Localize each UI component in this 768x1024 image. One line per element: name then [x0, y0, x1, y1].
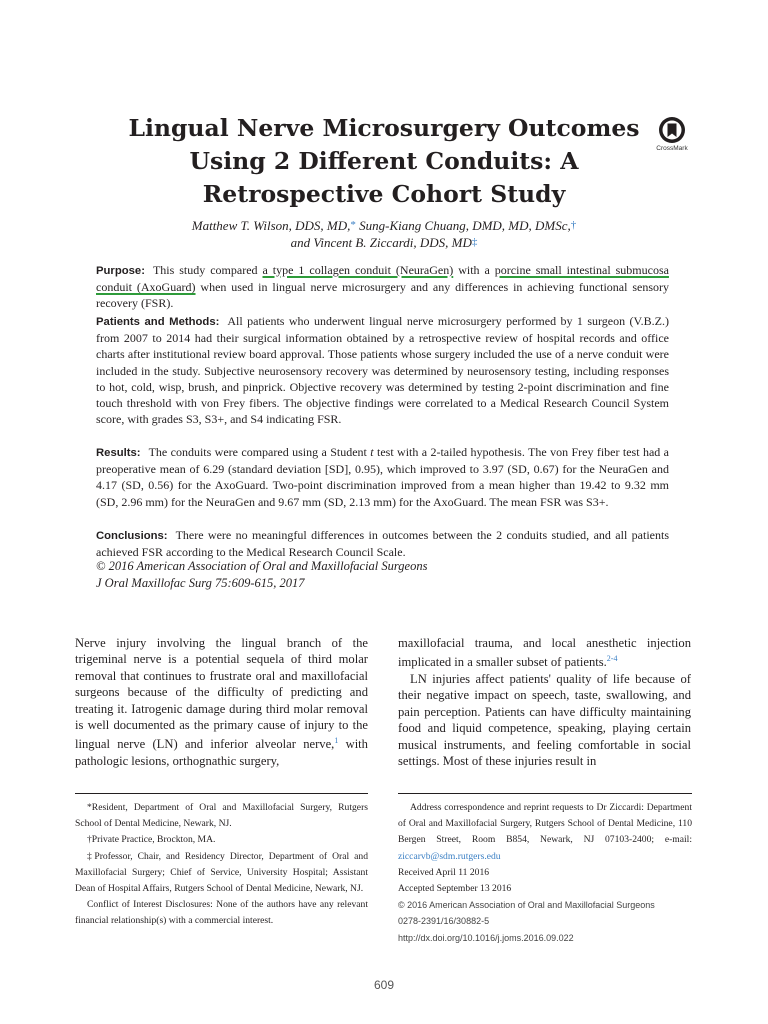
methods-text: All patients who underwent lingual nerve microsurgery performed by 1 surgeon (V.B.Z.) from 2007 to 2014 had their surgical information obtained by a retrospective review of hospital records and office charts after institutional review board approval. Those patients whose surgery included the use of a nerve conduit were included in the study. Subjective neurosensory recovery was determined by neurosensory testing, including responses to hot, cold, wisp, brush, and pinprick. Objective recovery was determined by testing 2-point discrimination and fine touch threshold with von Frey fibers. The objective findings were correlated to a Medical Research Council System score, with grades S3, S3+, and S4 indicating FSR.	[96, 314, 670, 427]
body-left-text-pre: Nerve injury involving the lingual branch of the trigeminal nerve is a potential sequela of third molar removal that continues to frustrate oral and maxillofacial surgeons because of the difficulty of predicting and treating it. Iatrogenic damage during third molar removal is well documented as the primary cause of injury to the lingual nerve (LN) and inferior alveolar nerve,	[75, 636, 368, 752]
reference-link-1[interactable]: 1	[334, 736, 339, 746]
body-left-text-post: with pathologic lesions, orthognathic surgery,	[75, 737, 368, 769]
highlight-axoguard[interactable]: porcine small intestinal submucosa conduit (AxoGuard)	[96, 263, 669, 295]
correspondence-address: Address correspondence and reprint requests to Dr Ziccardi: Department of Oral and Maxillofacial Surgery, Rutgers School of Dental Medicine, 110 Bergen Street, Room B854, Newark, NJ 07103-2400; e-mail:	[398, 802, 692, 846]
affiliation-mark-2[interactable]: †	[570, 219, 577, 231]
body-right-text-1: maxillofacial trauma, and local anesthetic injection implicated in a smaller subset of patients.	[398, 636, 691, 670]
results-text-pre: The conduits were compared using a Student	[148, 445, 371, 459]
footnote-conflict: Conflict of Interest Disclosures: None of the authors have any relevant financial relationship(s) with a commercial interest.	[75, 899, 368, 927]
purpose-heading: Purpose:	[96, 265, 145, 277]
purpose-text-pre: This study compared	[152, 263, 263, 277]
title-line-3: Retrospective Cohort Study	[202, 180, 566, 208]
footnote-private-practice: †Private Practice, Brockton, MA.	[87, 834, 216, 846]
issn-code: 0278-2391/16/30882-5	[398, 916, 490, 927]
received-date: Received April 11 2016	[398, 866, 490, 878]
conclusions-text: There were no meaningful differences in outcomes between the 2 conduits studied, and all patients achieved FSR according to the Medical Research Council Scale.	[96, 528, 669, 560]
article-title	[96, 112, 672, 211]
purpose-text-mid: with a	[453, 263, 495, 277]
author-ziccardi: and Vincent B. Ziccardi, DDS, MD	[290, 235, 472, 250]
footnotes-right	[398, 800, 692, 946]
crossmark-label: CrossMark	[656, 145, 688, 152]
page-number: 609	[373, 978, 395, 992]
methods-heading: Patients and Methods:	[96, 316, 220, 328]
affiliation-mark-1[interactable]: *	[350, 219, 356, 231]
email-link[interactable]: ziccarvb@sdm.rutgers.edu	[398, 850, 501, 862]
footnotes-left	[75, 800, 368, 930]
footnote-professor: ‡Professor, Chair, and Residency Director, Department of Oral and Maxillofacial Surgery; Chief of Service, University Hospital; Assistant Dean of Hospital Affairs, Rutgers School of Dental Medicine, Newark, NJ.	[75, 850, 368, 895]
accepted-date: Accepted September 13 2016	[398, 883, 512, 895]
author-chuang: Sung-Kiang Chuang, DMD, MD, DMSc,	[355, 218, 571, 233]
highlight-neuragen[interactable]: a type 1 collagen conduit (NeuraGen)	[262, 263, 454, 277]
abstract-results	[96, 444, 669, 510]
affiliation-mark-3[interactable]: ‡	[471, 236, 478, 248]
authors-row-2	[96, 234, 672, 251]
body-paragraph-1	[75, 635, 368, 769]
crossmark-icon	[658, 116, 686, 144]
results-heading: Results:	[96, 447, 141, 459]
purpose-text-post: when used in lingual nerve microsurgery and any differences in achieving functional sensory recovery (FSR).	[96, 280, 670, 311]
authors-row-1	[96, 217, 672, 234]
results-text-t: t	[370, 445, 374, 459]
results-text-post: test with a 2-tailed hypothesis. The von Frey fiber test had a preoperative mean of 6.29 (standard deviation [SD], 0.95), which improved to 3.97 (SD, 0.67) for the NeuraGen and 4.17 (SD, 0.56) for the AxoGuard. Two-point discrimination improved from a mean higher than 19.42 to 9.32 mm (SD, 2.96 mm) for the NeuraGen and 9.67 mm (SD, 2.13 mm) for the AxoGuard. The mean FSR was S3+.	[96, 445, 669, 509]
conclusions-heading: Conclusions:	[96, 530, 168, 542]
footnote-divider-right	[398, 793, 692, 794]
footnote-copyright: © 2016 American Association of Oral and Maxillofacial Surgeons	[398, 900, 655, 911]
abstract-copyright: © 2016 American Association of Oral and Maxillofacial Surgeons	[96, 559, 428, 573]
title-line-1: Lingual Nerve Microsurgery Outcomes	[128, 114, 640, 142]
title-line-2: Using 2 Different Conduits: A	[189, 147, 579, 175]
crossmark-badge[interactable]	[655, 116, 689, 152]
footnote-correspondence	[398, 800, 692, 865]
abstract-purpose	[96, 262, 669, 312]
doi-link[interactable]: http://dx.doi.org/10.1016/j.joms.2016.09.022	[398, 932, 574, 943]
abstract-conclusions	[96, 527, 669, 560]
footnote-resident: *Resident, Department of Oral and Maxillofacial Surgery, Rutgers School of Dental Medicine, Newark, NJ.	[75, 802, 368, 830]
body-column-left	[75, 635, 368, 769]
abstract-methods	[96, 313, 669, 427]
author-wilson: Matthew T. Wilson, DDS, MD,	[191, 218, 351, 233]
body-column-right	[398, 635, 691, 769]
body-paragraph-3: LN injuries affect patients' quality of life because of their negative impact on speech, taste, swallowing, and pain perception. Patients can have difficulty maintaining food and liquid competence, speaking, playing certain musical instruments, and feeling comfortable in social settings. Most of these injuries result in	[398, 672, 691, 769]
reference-link-2-4[interactable]: 2-4	[606, 654, 618, 664]
footnote-divider-left	[75, 793, 368, 794]
author-list	[96, 217, 672, 251]
journal-reference: J Oral Maxillofac Surg 75:609-615, 2017	[96, 576, 305, 590]
body-paragraph-2	[398, 635, 691, 671]
